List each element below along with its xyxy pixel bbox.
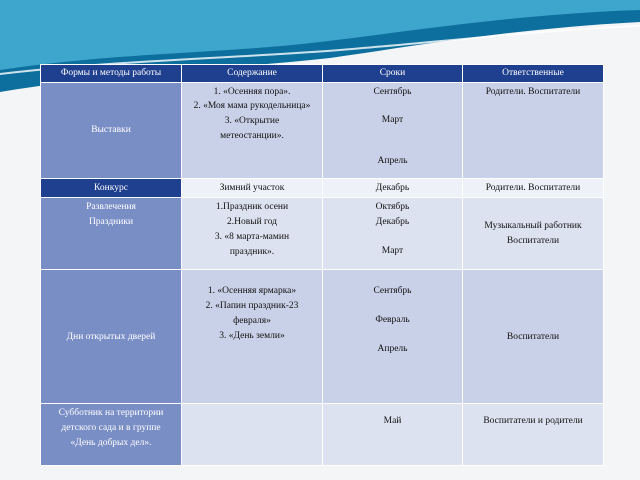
- form-line: Субботник на территории: [58, 408, 164, 419]
- row-terms: [323, 404, 463, 466]
- table-row: [41, 82, 604, 178]
- term: Сентябрь: [373, 286, 412, 297]
- content-line: праздник».: [229, 246, 275, 257]
- content-line: 3. «День земли»: [219, 330, 285, 341]
- row-content: [182, 198, 323, 270]
- row-terms: [323, 82, 463, 178]
- header-responsible: Ответственные: [463, 65, 604, 83]
- content-line: февраля»: [233, 315, 271, 326]
- work-forms-table: [40, 64, 604, 466]
- term: Апрель: [377, 156, 408, 167]
- row-content-empty: [182, 404, 323, 466]
- row-responsible: Воспитатели: [463, 270, 604, 404]
- content-line: 1.Праздник осени: [215, 202, 289, 213]
- form-line: Праздники: [88, 217, 134, 228]
- term: Май: [383, 416, 402, 427]
- row-responsible: Родители. Воспитатели: [463, 82, 604, 178]
- row-terms: [323, 198, 463, 270]
- term: Декабрь: [375, 217, 410, 228]
- term: Октябрь: [375, 202, 410, 213]
- content-line: метеостанции».: [220, 130, 284, 141]
- table-row: [41, 198, 604, 270]
- row-terms: [323, 270, 463, 404]
- content-line: 1. «Осенняя пора».: [213, 86, 291, 97]
- row-form: [41, 404, 182, 466]
- row-responsible: Воспитатели и родители: [463, 404, 604, 466]
- row-form: Конкурс: [41, 178, 182, 198]
- content-line: 1. «Осенняя ярмарка»: [207, 286, 297, 297]
- term: Февраль: [375, 315, 410, 326]
- responsible-line: Музыкальный работник: [484, 221, 582, 232]
- header-terms: Сроки: [323, 65, 463, 83]
- responsible-line: Воспитатели: [506, 235, 560, 246]
- table-row: [41, 270, 604, 404]
- content-line: 2. «Папин праздник-23: [205, 301, 299, 312]
- header-content: Содержание: [182, 65, 323, 83]
- row-responsible: Родители. Воспитатели: [463, 178, 604, 198]
- table-header-row: [41, 65, 604, 83]
- row-form: Выставки: [41, 82, 182, 178]
- term: Март: [381, 115, 404, 126]
- table-row: [41, 404, 604, 466]
- form-line: Развлечения: [86, 202, 136, 213]
- row-content: Зимний участок: [182, 178, 323, 198]
- content-line: 3. «8 марта-мамин: [214, 231, 290, 242]
- row-form: [41, 198, 182, 270]
- term: Март: [381, 245, 404, 256]
- term: Сентябрь: [373, 86, 412, 97]
- row-responsible: [463, 198, 604, 270]
- content-line: 2. «Моя мама рукодельница»: [193, 101, 311, 112]
- row-content: [182, 82, 323, 178]
- content-line: 2.Новый год: [226, 217, 278, 228]
- row-content: [182, 270, 323, 404]
- header-forms: Формы и методы работы: [41, 65, 182, 83]
- table-row: [41, 178, 604, 198]
- row-form: Дни открытых дверей: [41, 270, 182, 404]
- row-terms: Декабрь: [323, 178, 463, 198]
- content-line: 3. «Открытие: [224, 116, 280, 127]
- term: Апрель: [377, 343, 408, 354]
- form-line: «День добрых дел».: [70, 437, 152, 448]
- form-line: детского сада и в группе: [61, 423, 161, 434]
